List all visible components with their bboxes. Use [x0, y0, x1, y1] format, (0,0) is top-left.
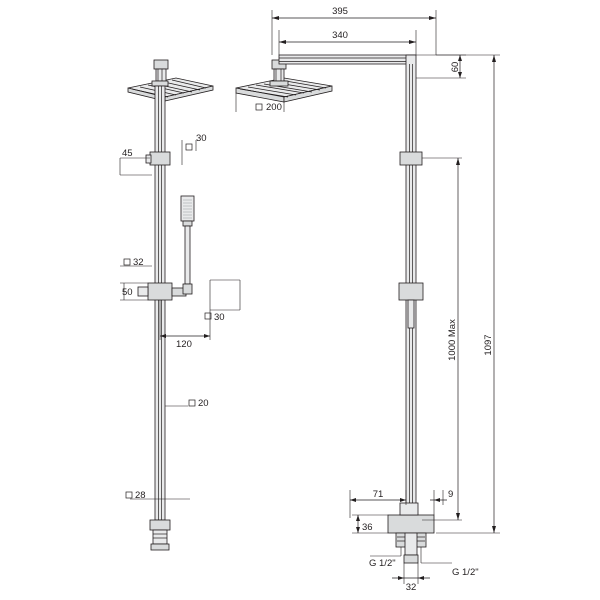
- thread-callout-left: [369, 547, 401, 569]
- dim-32-left: [120, 257, 152, 268]
- dim-label-28: 28: [135, 490, 146, 501]
- dim-340: [279, 30, 416, 55]
- right-bottom-valve-body: [388, 503, 434, 563]
- left-hand-shower: [181, 196, 194, 294]
- dim-36: [352, 515, 388, 533]
- dim-label-71: 71: [372, 489, 384, 500]
- dim-32-bottom: [392, 563, 430, 593]
- dim-30-top: [182, 133, 207, 165]
- dim-20: [165, 398, 209, 409]
- left-diverter-block: [138, 283, 186, 300]
- right-upper-wall-bracket: [400, 152, 422, 165]
- dim-1097: [436, 55, 500, 533]
- left-upper-wall-bracket: [146, 152, 170, 165]
- dim-60: [416, 55, 466, 78]
- dim-label-45: 45: [122, 148, 133, 159]
- dim-label-36: 36: [362, 522, 373, 533]
- left-bottom-inlet: [150, 520, 170, 550]
- dim-label-340: 340: [332, 30, 348, 41]
- dim-label-32-left: 32: [133, 257, 144, 268]
- left-shower-arm: [152, 60, 168, 86]
- dim-1000-max: [422, 158, 462, 520]
- dim-label-200: 200: [266, 102, 282, 113]
- dim-label-9: 9: [448, 489, 454, 500]
- dim-395: [272, 6, 436, 55]
- dim-label-60: 60: [450, 61, 461, 73]
- thread-callout-right: [421, 547, 479, 578]
- dim-label-20: 20: [198, 398, 209, 409]
- dim-label-120: 120: [176, 339, 192, 350]
- dim-label-30-top: 30: [196, 133, 207, 144]
- left-overhead-shower-head: [128, 78, 213, 101]
- dim-71: [350, 489, 406, 518]
- thread-label-left: G 1/2": [369, 558, 396, 569]
- dim-label-32-bottom: 32: [405, 582, 417, 593]
- dim-label-30-handset: 30: [214, 312, 225, 323]
- dim-label-1097: 1097: [483, 334, 494, 356]
- right-diverter-block: [399, 283, 423, 328]
- thread-label-right: G 1/2": [452, 567, 479, 578]
- dim-label-395: 395: [332, 6, 348, 17]
- dim-9: [430, 489, 453, 515]
- dim-label-1000-max: 1000 Max: [447, 319, 458, 361]
- right-top-horizontal-arm: [279, 55, 415, 64]
- dim-label-50: 50: [122, 287, 133, 298]
